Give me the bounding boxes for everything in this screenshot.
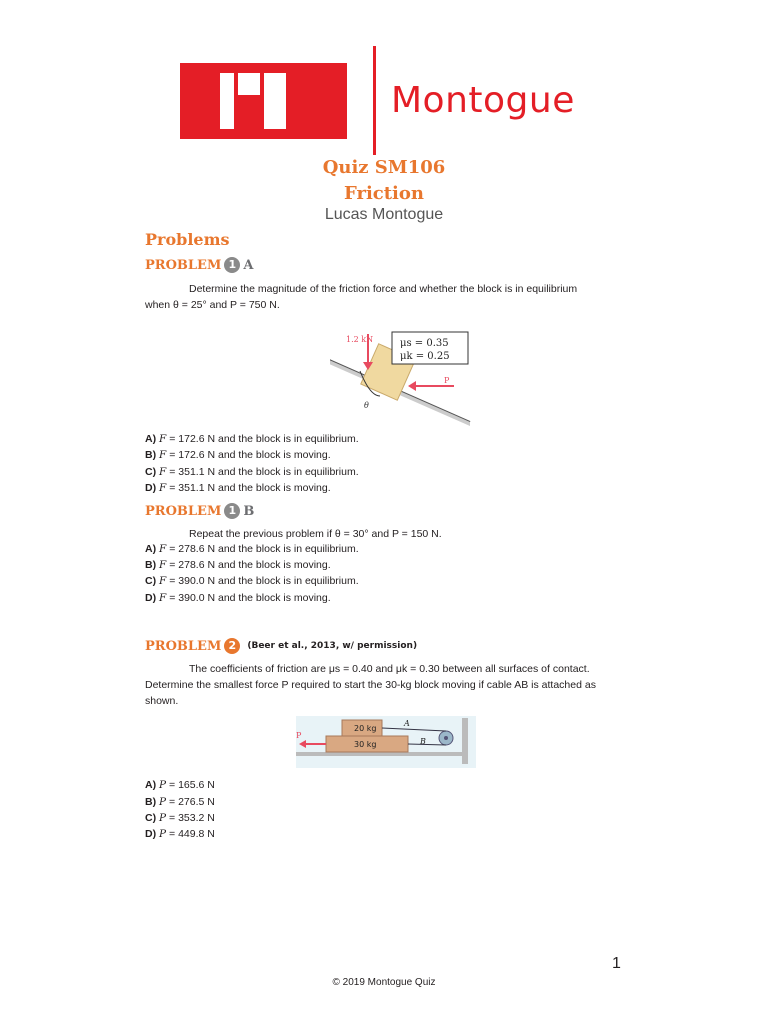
quiz-title: Quiz SM106: [322, 157, 446, 178]
problem-number-badge: 1: [224, 503, 240, 519]
option-1b-c: C) F = 390.0 N and the block is in equilibrium.: [145, 575, 359, 587]
option-2-d: D) P = 449.8 N: [145, 828, 215, 840]
top-block-label: 20 kg: [354, 724, 377, 733]
problem-2-text: The coefficients of friction are μs = 0.40 and μk = 0.30 between all surfaces of contact. Determine the smallest force P required to start the 30-kg block moving if cable AB is attached as shown.: [145, 663, 596, 707]
problem-citation: (Beer et al., 2013, w/ permission): [247, 641, 418, 651]
option-1a-a: A) F = 172.6 N and the block is in equilibrium.: [145, 433, 359, 445]
option-2-b: B) P = 276.5 N: [145, 796, 215, 808]
logo-divider: [373, 46, 376, 155]
option-2-c: C) P = 353.2 N: [145, 812, 215, 824]
problem-suffix: A: [243, 257, 254, 273]
logo-text: Montogue: [391, 80, 575, 121]
author: Lucas Montogue: [324, 206, 444, 223]
problem-1a-heading: [145, 257, 253, 273]
option-1a-b: B) F = 172.6 N and the block is moving.: [145, 449, 331, 461]
option-1b-b: B) F = 278.6 N and the block is moving.: [145, 559, 331, 571]
problem-label: PROBLEM: [145, 503, 222, 519]
footer-copyright: © 2019 Montogue Quiz: [332, 977, 436, 988]
quiz-subtitle: Friction: [344, 183, 424, 204]
problem-1a-text: Determine the magnitude of the friction force and whether the block is in equilibrium when θ = 25° and P = 750 N.: [145, 283, 578, 311]
mu-k-label: μk = 0.25: [400, 351, 450, 362]
option-1b-d: D) F = 390.0 N and the block is moving.: [145, 592, 331, 604]
option-1a-d: D) F = 351.1 N and the block is moving.: [145, 482, 331, 494]
p-label: P: [296, 731, 302, 740]
problem-1b-heading: [145, 503, 254, 519]
mu-s-label: μs = 0.35: [400, 338, 449, 349]
bottom-block-label: 30 kg: [354, 740, 377, 749]
point-b-label: B: [420, 737, 426, 746]
blocks-figure: [296, 716, 476, 768]
problem-2-heading: [145, 638, 417, 654]
logo-mark: [180, 63, 347, 139]
problem-suffix: B: [243, 503, 255, 519]
option-2-a: A) P = 165.6 N: [145, 779, 215, 791]
problem-1b-text: Repeat the previous problem if θ = 30° and P = 150 N.: [189, 528, 442, 540]
option-1a-c: C) F = 351.1 N and the block is in equilibrium.: [145, 466, 359, 478]
p-label: P: [444, 376, 450, 385]
theta-label: θ: [364, 401, 369, 410]
option-1b-a: A) F = 278.6 N and the block is in equilibrium.: [145, 543, 359, 555]
incline-figure: [330, 326, 480, 426]
problem-number-badge: 1: [224, 257, 240, 273]
problem-label: PROBLEM: [145, 638, 222, 654]
problem-number-badge: 2: [224, 638, 240, 654]
load-label: 1.2 kN: [346, 335, 374, 344]
section-title: Problems: [145, 230, 230, 249]
problem-label: PROBLEM: [145, 257, 222, 273]
page-number: 1: [612, 955, 621, 972]
logo-m-icon: [180, 63, 347, 139]
point-a-label: A: [404, 719, 410, 728]
